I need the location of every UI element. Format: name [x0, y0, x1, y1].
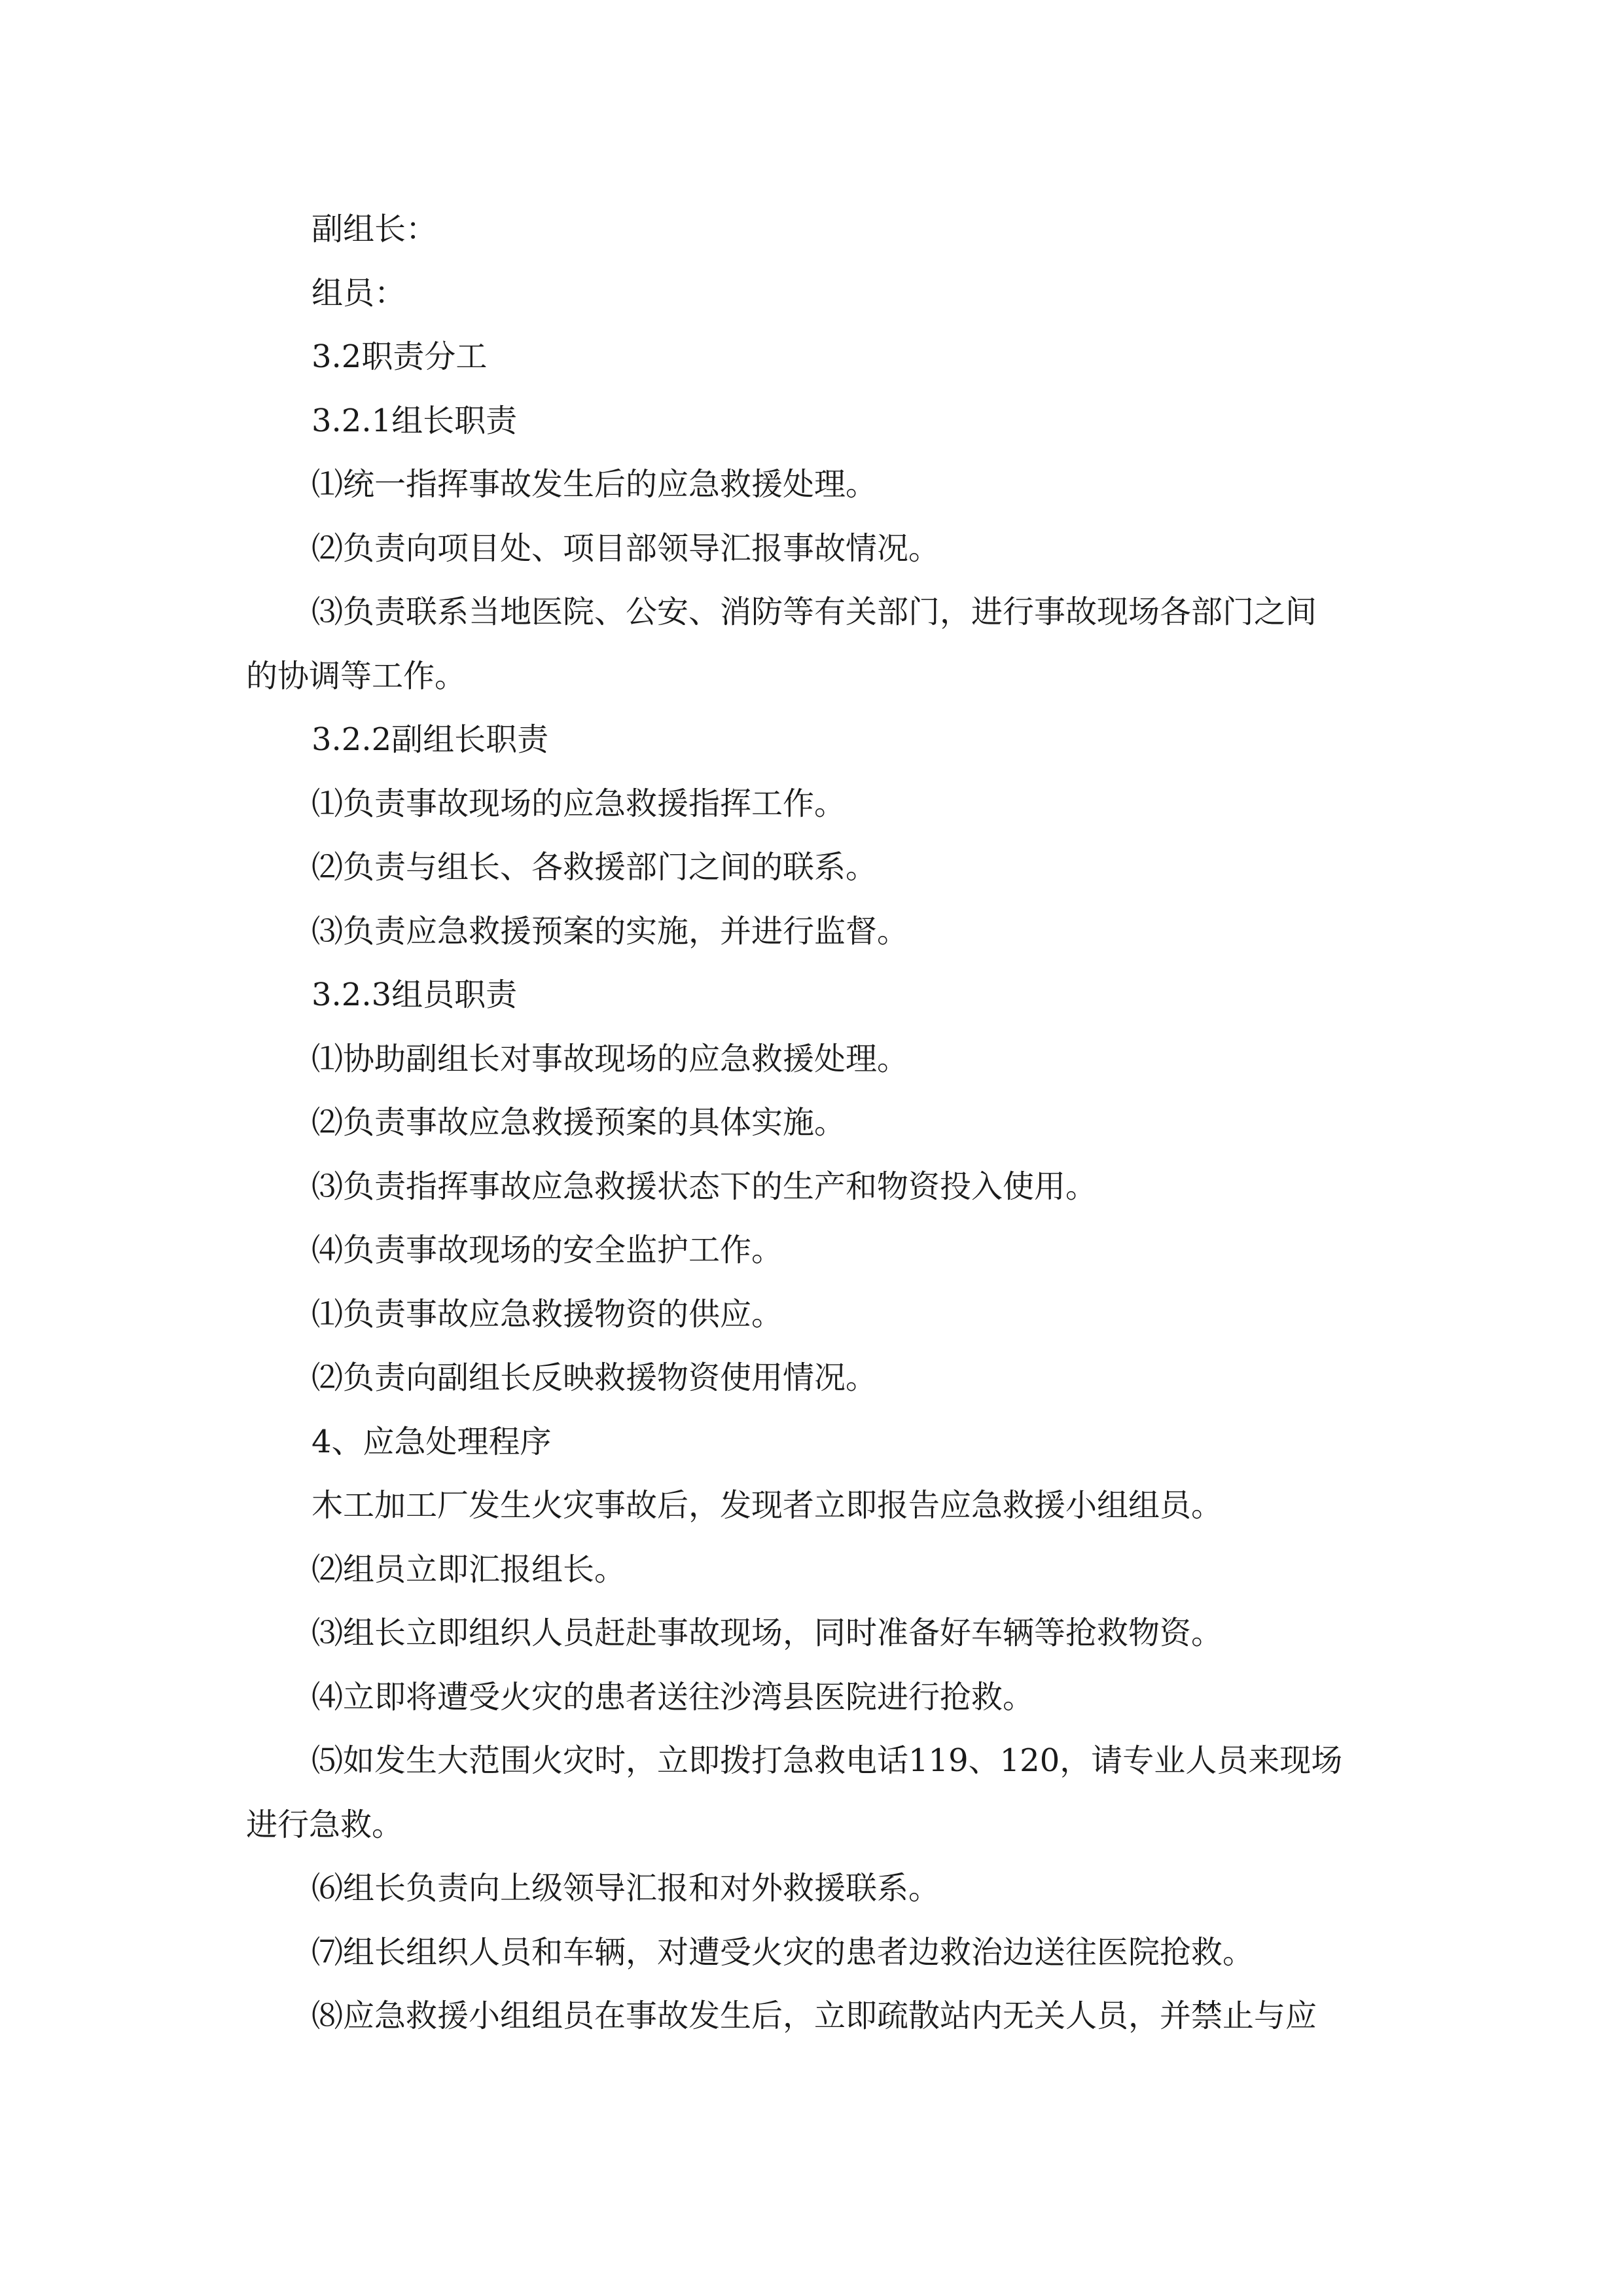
list-item: ⑶负责指挥事故应急救援状态下的生产和物资投入使用。 — [312, 1168, 1097, 1205]
list-item: ⑵负责向项目处、项目部领导汇报事故情况。 — [312, 529, 940, 567]
list-item: ⑴统一指挥事故发生后的应急救援处理。 — [312, 466, 878, 503]
list-item: ⑶负责联系当地医院、公安、消防等有关部门，进行事故现场各部门之间 — [312, 594, 1317, 630]
list-item: ⑷立即将遭受火灾的患者送往沙湾县医院进行抢救。 — [312, 1678, 1035, 1715]
list-item: ⑸如发生大范围火灾时，立即拨打急救电话119、120，请专业人员来现场 — [312, 1742, 1343, 1779]
list-item: ⑵负责与组长、各救援部门之间的联系。 — [312, 849, 878, 886]
text-line: 副组长： — [312, 211, 438, 247]
subsection-heading: 3.2.2副组长职责 — [312, 721, 549, 758]
list-item: ⑶负责应急救援预案的实施，并进行监督。 — [312, 912, 909, 950]
list-item: ⑷负责事故现场的安全监护工作。 — [312, 1232, 783, 1268]
list-item: ⑵负责事故应急救援预案的具体实施。 — [312, 1104, 846, 1141]
list-item-continuation: 进行急救。 — [246, 1806, 404, 1843]
text-line: 组员： — [312, 274, 406, 312]
subsection-heading: 3.2.1组长职责 — [312, 402, 518, 439]
paragraph: 木工加工厂发生火灾事故后，发现者立即报告应急救援小组组员。 — [312, 1487, 1223, 1524]
list-item: ⑺组长组织人员和车辆，对遭受火灾的患者边救治边送往医院抢救。 — [312, 1933, 1255, 1971]
list-item: ⑻应急救援小组组员在事故发生后，立即疏散站内无关人员，并禁止与应 — [312, 1998, 1317, 2034]
list-item: ⑵组员立即汇报组长。 — [312, 1551, 626, 1588]
list-item: ⑴负责事故应急救援物资的供应。 — [312, 1295, 783, 1333]
section-heading: 3.2职责分工 — [312, 338, 488, 375]
list-item: ⑶组长立即组织人员赶赴事故现场，同时准备好车辆等抢救物资。 — [312, 1615, 1223, 1651]
list-item: ⑵负责向副组长反映救援物资使用情况。 — [312, 1359, 878, 1396]
section-heading: 4、应急处理程序 — [312, 1423, 552, 1460]
document-body — [246, 198, 1377, 2049]
list-item: ⑴协助副组长对事故现场的应急救援处理。 — [312, 1040, 909, 1077]
list-item: ⑹组长负责向上级领导汇报和对外救援联系。 — [312, 1870, 940, 1907]
list-item: ⑴负责事故现场的应急救援指挥工作。 — [312, 785, 846, 822]
list-item-continuation: 的协调等工作。 — [246, 657, 467, 694]
subsection-heading: 3.2.3组员职责 — [312, 977, 518, 1013]
